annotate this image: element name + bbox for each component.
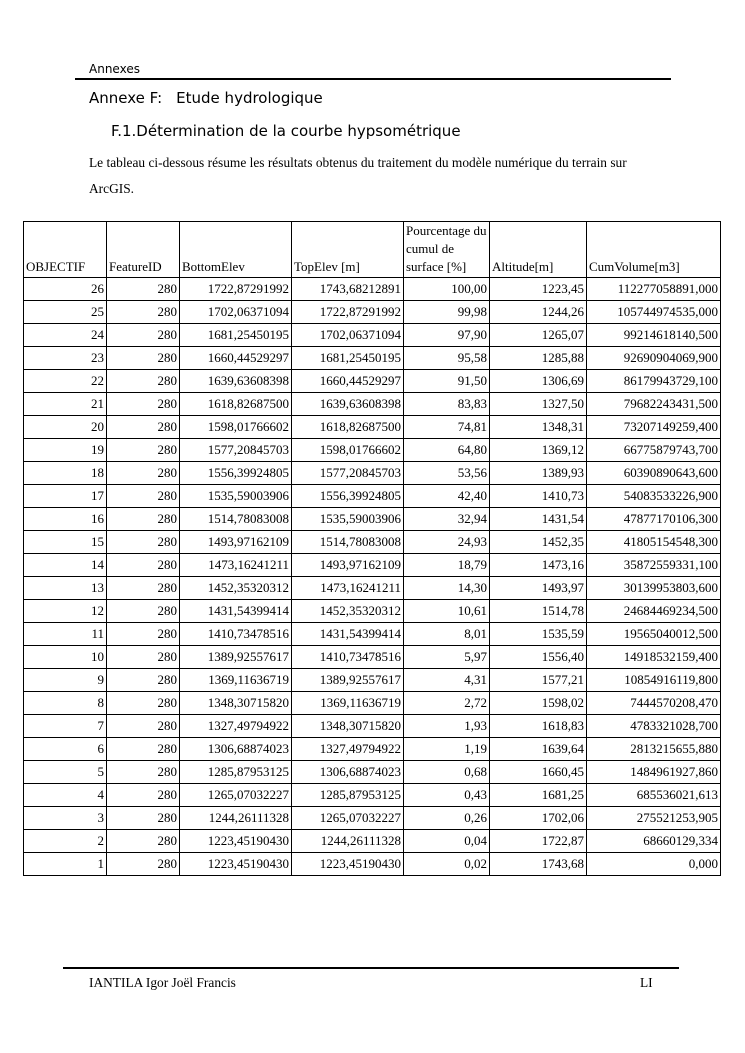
col-header-bottomelev: BottomElev: [180, 222, 292, 278]
topelev-cell: 1244,26111328: [292, 830, 404, 853]
objectif-cell: 7: [24, 715, 107, 738]
topelev-cell: 1598,01766602: [292, 439, 404, 462]
objectif-cell: 21: [24, 393, 107, 416]
featureid-cell: 280: [107, 324, 180, 347]
cumvolume-cell: 99214618140,500: [587, 324, 721, 347]
hypsometric-table: [23, 221, 721, 876]
bottomelev-cell: 1618,82687500: [180, 393, 292, 416]
intro-paragraph: Le tableau ci-dessous résume les résultats obtenus du traitement du modèle numérique du terrain sur ArcGIS.: [89, 155, 627, 196]
cumvolume-cell: 2813215655,880: [587, 738, 721, 761]
table-row: [24, 784, 721, 807]
section-title: F.1.Détermination de la courbe hypsométrique: [111, 122, 461, 140]
page-number: LI: [640, 975, 653, 990]
altitude-cell: 1577,21: [490, 669, 587, 692]
featureid-cell: 280: [107, 853, 180, 876]
pourcentage-cell: 14,30: [404, 577, 490, 600]
topelev-cell: 1410,73478516: [292, 646, 404, 669]
objectif-cell: 19: [24, 439, 107, 462]
altitude-cell: 1223,45: [490, 278, 587, 301]
featureid-cell: 280: [107, 347, 180, 370]
table-row: [24, 600, 721, 623]
topelev-cell: 1577,20845703: [292, 462, 404, 485]
featureid-cell: 280: [107, 577, 180, 600]
cumvolume-cell: 30139953803,600: [587, 577, 721, 600]
cumvolume-cell: 1484961927,860: [587, 761, 721, 784]
topelev-cell: 1327,49794922: [292, 738, 404, 761]
altitude-cell: 1244,26: [490, 301, 587, 324]
bottomelev-cell: 1702,06371094: [180, 301, 292, 324]
bottomelev-cell: 1473,16241211: [180, 554, 292, 577]
table-row: [24, 508, 721, 531]
cumvolume-cell: 14918532159,400: [587, 646, 721, 669]
altitude-cell: 1306,69: [490, 370, 587, 393]
objectif-cell: 22: [24, 370, 107, 393]
running-header: Annexes: [89, 62, 140, 76]
bottomelev-cell: 1389,92557617: [180, 646, 292, 669]
topelev-cell: 1618,82687500: [292, 416, 404, 439]
objectif-cell: 3: [24, 807, 107, 830]
footer-rule: [63, 967, 679, 969]
objectif-cell: 8: [24, 692, 107, 715]
bottomelev-cell: 1410,73478516: [180, 623, 292, 646]
topelev-cell: 1431,54399414: [292, 623, 404, 646]
objectif-cell: 24: [24, 324, 107, 347]
featureid-cell: 280: [107, 531, 180, 554]
bottomelev-cell: 1660,44529297: [180, 347, 292, 370]
topelev-cell: 1473,16241211: [292, 577, 404, 600]
objectif-cell: 4: [24, 784, 107, 807]
altitude-cell: 1681,25: [490, 784, 587, 807]
topelev-cell: 1493,97162109: [292, 554, 404, 577]
altitude-cell: 1660,45: [490, 761, 587, 784]
table-body: [24, 278, 721, 876]
col-header-topelev: TopElev [m]: [292, 222, 404, 278]
cumvolume-cell: 41805154548,300: [587, 531, 721, 554]
topelev-cell: 1306,68874023: [292, 761, 404, 784]
featureid-cell: 280: [107, 301, 180, 324]
altitude-cell: 1473,16: [490, 554, 587, 577]
featureid-cell: 280: [107, 508, 180, 531]
annex-label: Annexe F:: [89, 89, 163, 107]
featureid-cell: 280: [107, 416, 180, 439]
topelev-cell: 1452,35320312: [292, 600, 404, 623]
bottomelev-cell: 1431,54399414: [180, 600, 292, 623]
cumvolume-cell: 275521253,905: [587, 807, 721, 830]
bottomelev-cell: 1639,63608398: [180, 370, 292, 393]
objectif-cell: 15: [24, 531, 107, 554]
cumvolume-cell: 24684469234,500: [587, 600, 721, 623]
objectif-cell: 5: [24, 761, 107, 784]
featureid-cell: 280: [107, 393, 180, 416]
pourcentage-cell: 32,94: [404, 508, 490, 531]
featureid-cell: 280: [107, 462, 180, 485]
objectif-cell: 12: [24, 600, 107, 623]
objectif-cell: 2: [24, 830, 107, 853]
topelev-cell: 1660,44529297: [292, 370, 404, 393]
table-row: [24, 646, 721, 669]
table-row: [24, 278, 721, 301]
topelev-cell: 1514,78083008: [292, 531, 404, 554]
topelev-cell: 1389,92557617: [292, 669, 404, 692]
topelev-cell: 1223,45190430: [292, 853, 404, 876]
featureid-cell: 280: [107, 623, 180, 646]
pourcentage-cell: 5,97: [404, 646, 490, 669]
table-row: [24, 347, 721, 370]
bottomelev-cell: 1348,30715820: [180, 692, 292, 715]
featureid-cell: 280: [107, 715, 180, 738]
table-row: [24, 715, 721, 738]
topelev-cell: 1285,87953125: [292, 784, 404, 807]
table-header-row: [24, 222, 721, 278]
cumvolume-cell: 68660129,334: [587, 830, 721, 853]
featureid-cell: 280: [107, 278, 180, 301]
pourcentage-cell: 95,58: [404, 347, 490, 370]
pourcentage-cell: 2,72: [404, 692, 490, 715]
col-header-pourcentage: Pourcentage du cumul de surface [%]: [404, 222, 490, 278]
table-row: [24, 393, 721, 416]
featureid-cell: 280: [107, 738, 180, 761]
table-row: [24, 692, 721, 715]
header-rule: [75, 78, 671, 80]
cumvolume-cell: 66775879743,700: [587, 439, 721, 462]
altitude-cell: 1598,02: [490, 692, 587, 715]
featureid-cell: 280: [107, 554, 180, 577]
table-row: [24, 439, 721, 462]
featureid-cell: 280: [107, 370, 180, 393]
table-row: [24, 738, 721, 761]
cumvolume-cell: 54083533226,900: [587, 485, 721, 508]
objectif-cell: 14: [24, 554, 107, 577]
altitude-cell: 1265,07: [490, 324, 587, 347]
table-row: [24, 324, 721, 347]
objectif-cell: 9: [24, 669, 107, 692]
bottomelev-cell: 1223,45190430: [180, 853, 292, 876]
pourcentage-cell: 24,93: [404, 531, 490, 554]
featureid-cell: 280: [107, 761, 180, 784]
pourcentage-cell: 74,81: [404, 416, 490, 439]
featureid-cell: 280: [107, 830, 180, 853]
bottomelev-cell: 1556,39924805: [180, 462, 292, 485]
altitude-cell: 1556,40: [490, 646, 587, 669]
topelev-cell: 1265,07032227: [292, 807, 404, 830]
featureid-cell: 280: [107, 485, 180, 508]
objectif-cell: 13: [24, 577, 107, 600]
table-row: [24, 853, 721, 876]
cumvolume-cell: 92690904069,900: [587, 347, 721, 370]
topelev-cell: 1369,11636719: [292, 692, 404, 715]
altitude-cell: 1285,88: [490, 347, 587, 370]
objectif-cell: 6: [24, 738, 107, 761]
cumvolume-cell: 79682243431,500: [587, 393, 721, 416]
featureid-cell: 280: [107, 669, 180, 692]
bottomelev-cell: 1722,87291992: [180, 278, 292, 301]
objectif-cell: 1: [24, 853, 107, 876]
bottomelev-cell: 1452,35320312: [180, 577, 292, 600]
objectif-cell: 26: [24, 278, 107, 301]
bottomelev-cell: 1265,07032227: [180, 784, 292, 807]
cumvolume-cell: 35872559331,100: [587, 554, 721, 577]
topelev-cell: 1722,87291992: [292, 301, 404, 324]
cumvolume-cell: 0,000: [587, 853, 721, 876]
altitude-cell: 1702,06: [490, 807, 587, 830]
pourcentage-cell: 83,83: [404, 393, 490, 416]
objectif-cell: 18: [24, 462, 107, 485]
cumvolume-cell: 112277058891,000: [587, 278, 721, 301]
col-header-cumvolume: CumVolume[m3]: [587, 222, 721, 278]
altitude-cell: 1514,78: [490, 600, 587, 623]
pourcentage-cell: 10,61: [404, 600, 490, 623]
pourcentage-cell: 0,26: [404, 807, 490, 830]
objectif-cell: 17: [24, 485, 107, 508]
col-header-altitude: Altitude[m]: [490, 222, 587, 278]
pourcentage-cell: 99,98: [404, 301, 490, 324]
featureid-cell: 280: [107, 784, 180, 807]
cumvolume-cell: 7444570208,470: [587, 692, 721, 715]
altitude-cell: 1348,31: [490, 416, 587, 439]
table-row: [24, 830, 721, 853]
altitude-cell: 1722,87: [490, 830, 587, 853]
bottomelev-cell: 1577,20845703: [180, 439, 292, 462]
featureid-cell: 280: [107, 646, 180, 669]
cumvolume-cell: 10854916119,800: [587, 669, 721, 692]
pourcentage-cell: 4,31: [404, 669, 490, 692]
table-row: [24, 554, 721, 577]
table-row: [24, 370, 721, 393]
pourcentage-cell: 64,80: [404, 439, 490, 462]
table-row: [24, 761, 721, 784]
altitude-cell: 1327,50: [490, 393, 587, 416]
bottomelev-cell: 1327,49794922: [180, 715, 292, 738]
pourcentage-cell: 8,01: [404, 623, 490, 646]
pourcentage-cell: 53,56: [404, 462, 490, 485]
bottomelev-cell: 1514,78083008: [180, 508, 292, 531]
annex-name: Etude hydrologique: [176, 89, 323, 107]
pourcentage-cell: 1,93: [404, 715, 490, 738]
altitude-cell: 1452,35: [490, 531, 587, 554]
topelev-cell: 1639,63608398: [292, 393, 404, 416]
topelev-cell: 1702,06371094: [292, 324, 404, 347]
featureid-cell: 280: [107, 439, 180, 462]
table-row: [24, 416, 721, 439]
pourcentage-cell: 100,00: [404, 278, 490, 301]
pourcentage-cell: 18,79: [404, 554, 490, 577]
altitude-cell: 1389,93: [490, 462, 587, 485]
topelev-cell: 1556,39924805: [292, 485, 404, 508]
pourcentage-cell: 1,19: [404, 738, 490, 761]
objectif-cell: 23: [24, 347, 107, 370]
cumvolume-cell: 73207149259,400: [587, 416, 721, 439]
altitude-cell: 1743,68: [490, 853, 587, 876]
annex-title: [89, 89, 323, 107]
featureid-cell: 280: [107, 807, 180, 830]
cumvolume-cell: 86179943729,100: [587, 370, 721, 393]
pourcentage-cell: 42,40: [404, 485, 490, 508]
objectif-cell: 25: [24, 301, 107, 324]
topelev-cell: 1743,68212891: [292, 278, 404, 301]
pourcentage-cell: 0,43: [404, 784, 490, 807]
bottomelev-cell: 1681,25450195: [180, 324, 292, 347]
featureid-cell: 280: [107, 600, 180, 623]
cumvolume-cell: 47877170106,300: [587, 508, 721, 531]
bottomelev-cell: 1306,68874023: [180, 738, 292, 761]
col-header-objectif: OBJECTIF: [24, 222, 107, 278]
pourcentage-cell: 0,04: [404, 830, 490, 853]
table-row: [24, 577, 721, 600]
altitude-cell: 1369,12: [490, 439, 587, 462]
cumvolume-cell: 19565040012,500: [587, 623, 721, 646]
objectif-cell: 11: [24, 623, 107, 646]
pourcentage-cell: 91,50: [404, 370, 490, 393]
cumvolume-cell: 4783321028,700: [587, 715, 721, 738]
table-row: [24, 462, 721, 485]
topelev-cell: 1348,30715820: [292, 715, 404, 738]
bottomelev-cell: 1223,45190430: [180, 830, 292, 853]
bottomelev-cell: 1598,01766602: [180, 416, 292, 439]
pourcentage-cell: 0,02: [404, 853, 490, 876]
table-row: [24, 623, 721, 646]
bottomelev-cell: 1285,87953125: [180, 761, 292, 784]
footer-author: IANTILA Igor Joël Francis: [89, 975, 236, 990]
altitude-cell: 1618,83: [490, 715, 587, 738]
altitude-cell: 1493,97: [490, 577, 587, 600]
cumvolume-cell: 685536021,613: [587, 784, 721, 807]
cumvolume-cell: 105744974535,000: [587, 301, 721, 324]
bottomelev-cell: 1244,26111328: [180, 807, 292, 830]
objectif-cell: 16: [24, 508, 107, 531]
col-header-featureid: FeatureID: [107, 222, 180, 278]
bottomelev-cell: 1535,59003906: [180, 485, 292, 508]
topelev-cell: 1535,59003906: [292, 508, 404, 531]
cumvolume-cell: 60390890643,600: [587, 462, 721, 485]
objectif-cell: 20: [24, 416, 107, 439]
bottomelev-cell: 1369,11636719: [180, 669, 292, 692]
objectif-cell: 10: [24, 646, 107, 669]
table-row: [24, 301, 721, 324]
altitude-cell: 1535,59: [490, 623, 587, 646]
featureid-cell: 280: [107, 692, 180, 715]
bottomelev-cell: 1493,97162109: [180, 531, 292, 554]
pourcentage-cell: 97,90: [404, 324, 490, 347]
pourcentage-cell: 0,68: [404, 761, 490, 784]
topelev-cell: 1681,25450195: [292, 347, 404, 370]
table-row: [24, 531, 721, 554]
altitude-cell: 1431,54: [490, 508, 587, 531]
altitude-cell: 1410,73: [490, 485, 587, 508]
table-row: [24, 485, 721, 508]
table-row: [24, 669, 721, 692]
table-row: [24, 807, 721, 830]
altitude-cell: 1639,64: [490, 738, 587, 761]
